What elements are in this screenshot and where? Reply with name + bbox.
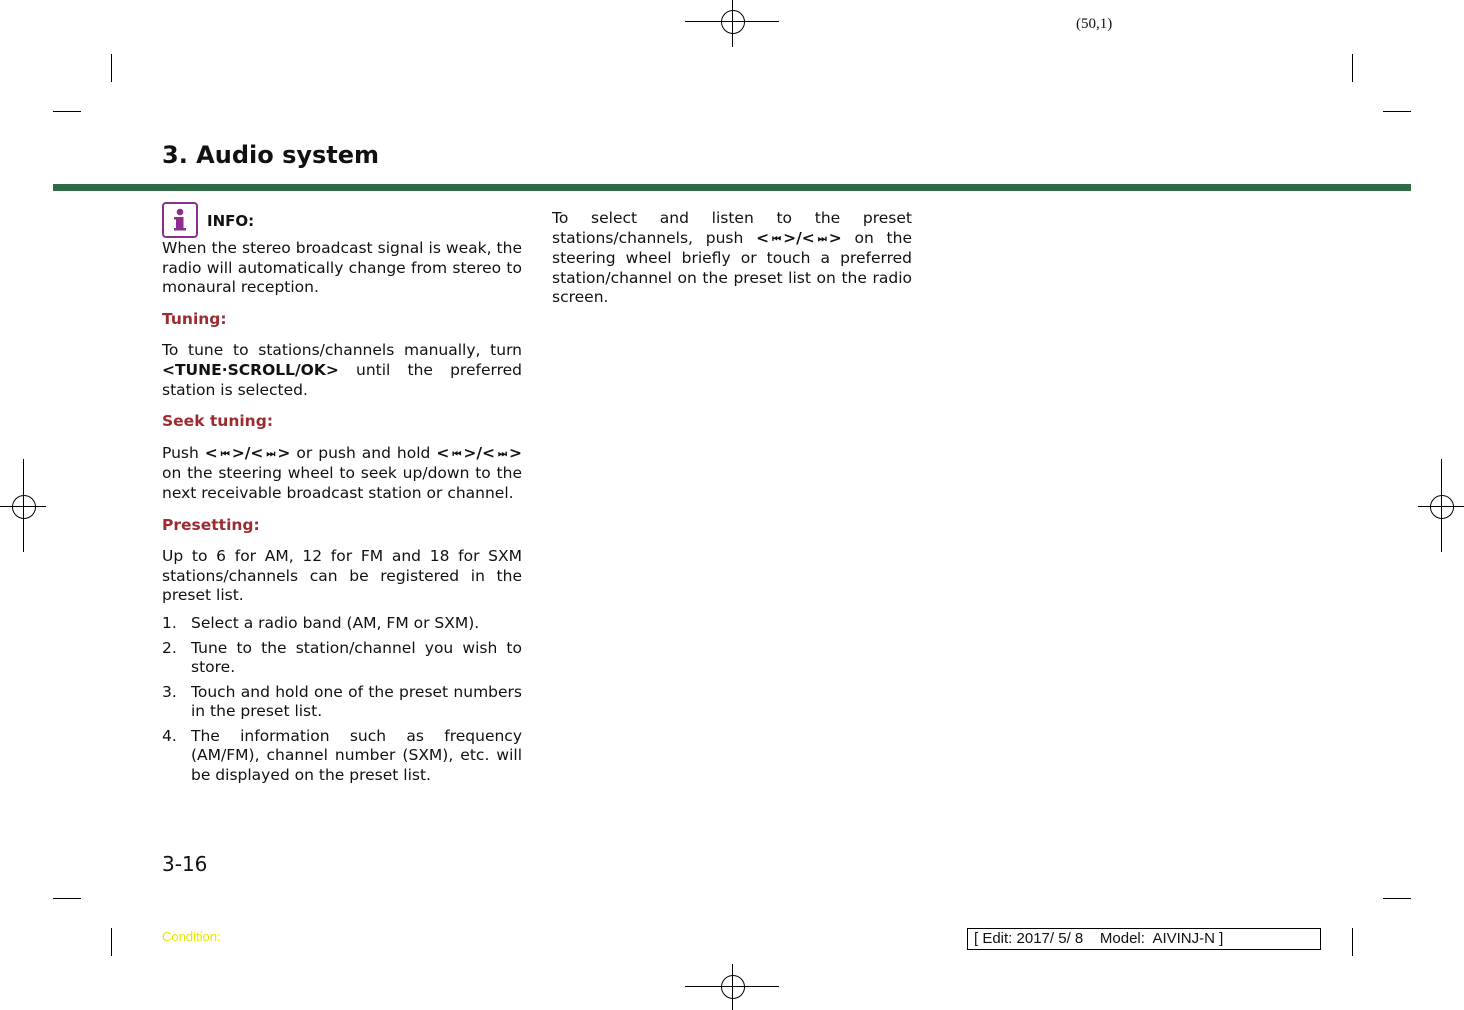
next-track-icon: ⏭ <box>817 233 825 245</box>
presetting-heading: Presetting: <box>162 515 260 534</box>
next-track-icon: ⏭ <box>266 448 274 460</box>
info-text: When the stereo broadcast signal is weak, the radio will automatically change from stereo to monaural reception. <box>162 239 522 297</box>
seek-keys-hold: < ⏮ >/< ⏭ > <box>436 443 522 462</box>
tuning-heading: Tuning: <box>162 309 227 328</box>
previous-track-icon: ⏮ <box>772 233 780 245</box>
previous-track-icon: ⏮ <box>220 448 228 460</box>
list-item: 3. Touch and hold one of the preset numbers in the preset list. <box>162 682 522 721</box>
list-item: 4. The information such as frequency (AM/FM), channel number (SXM), etc. will be displayed on the preset list. <box>162 726 522 785</box>
seek-keys: < ⏮ >/< ⏭ > <box>204 443 291 462</box>
preset-select-text: To select and listen to the preset stations/channels, push < ⏮ >/< ⏭ > on the steering wheel briefly or touch a preferred station/channel on the preset list on the radio screen. <box>552 209 912 307</box>
previous-track-icon: ⏮ <box>452 448 460 460</box>
seek-tuning-text: Push < ⏮ >/< ⏭ > or push and hold < ⏮ >/< ⏭ > on the steering wheel to seek up/down to the next receivable broadcast station or channel. <box>162 443 522 502</box>
preset-steps <box>162 614 522 786</box>
presetting-text: Up to 6 for AM, 12 for FM and 18 for SXM stations/channels can be registered in the preset list. <box>162 547 522 605</box>
next-track-icon: ⏭ <box>498 448 505 460</box>
seek-tuning-heading: Seek tuning: <box>162 412 274 431</box>
list-item: 2. Tune to the station/channel you wish to store. <box>162 638 522 677</box>
section-title: 3. Audio system <box>162 141 380 169</box>
tuning-text: To tune to stations/channels manually, turn <TUNE·SCROLL/OK> until the preferred station is selected. <box>162 341 522 399</box>
right-column <box>552 209 912 308</box>
condition-label: Condition: <box>162 929 221 944</box>
info-block <box>162 202 522 240</box>
page-number: 3-16 <box>162 852 208 876</box>
info-icon <box>162 202 198 238</box>
list-item: 1. Select a radio band (AM, FM or SXM). <box>162 613 480 632</box>
info-label: INFO: <box>207 212 255 230</box>
seek-keys: < ⏮ >/< ⏭ > <box>756 228 842 247</box>
section-divider <box>53 184 1411 191</box>
page-reference: (50,1) <box>1076 16 1113 32</box>
edit-info-box: [ Edit: 2017/ 5/ 8 Model: AIVINJ-N ] <box>967 928 1321 950</box>
tune-scroll-key: <TUNE·SCROLL/OK> <box>162 360 339 379</box>
left-column <box>162 202 522 791</box>
